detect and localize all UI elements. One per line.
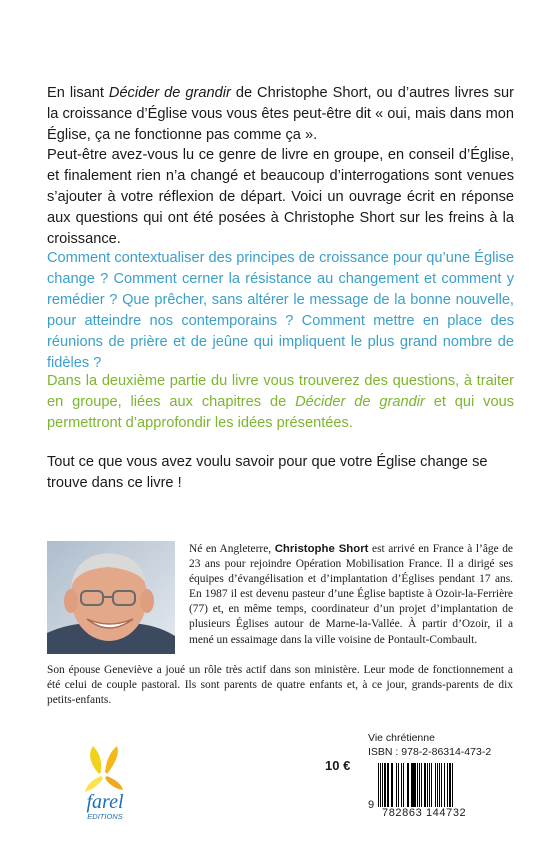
barcode-bars <box>378 763 514 807</box>
second-part-paragraph <box>47 371 514 434</box>
book-title-reference: Décider de grandir <box>295 394 425 410</box>
barcode-first-digit: 9 <box>368 799 375 811</box>
author-bio <box>189 542 513 648</box>
closing-paragraph: Tout ce que vous avez voulu savoir pour que votre Église change se trouve dans ce livre ! <box>47 454 488 491</box>
book-meta <box>368 731 491 759</box>
farel-logo <box>77 742 133 822</box>
author-portrait-icon <box>47 541 175 654</box>
text-span: de Christophe Short, ou d’autres livres sur la croissance d’Église vous vous êtes peut-être dit « oui, mais dans mon Église, ça ne fonctionne pas comme ça ». <box>47 85 515 143</box>
barcode-bar <box>452 763 453 807</box>
questions-paragraph: Comment contextualiser des principes de croissance pour qu’une Église change ? Comment cerner la résistance au changement et comment y remédier ? Que prêcher, sans altérer le message de la bonne nouvelle, pour atteindre nos contemporains ? Comment mettre en place des réunions de prière et de jeûne qui impliquent le plus grand nombre de fidèles ? <box>47 250 514 371</box>
author-name: Christophe Short <box>274 543 369 555</box>
barcode <box>368 763 514 821</box>
author-photo <box>47 541 175 654</box>
publisher-logo-icon <box>77 742 133 822</box>
author-family-text: Son épouse Geneviève a joué un rôle très actif dans son ministère. Leur mode de fonctionnement a été celui de couple pastoral. Ils sont parents de quatre enfants et, à ce jour, grands-parents de dix petits-enfants. <box>47 664 513 707</box>
context-paragraph: Peut-être avez-vous lu ce genre de livre en groupe, en conseil d’Église, et finalement rien n’a changé et beaucoup d’interrogations sont venues s’ajouter à votre réflexion de départ. Voici un ouvrage écrit en réponse aux questions qui ont été posées à Christophe Short sur les freins à la croissance. <box>47 147 514 247</box>
text-span: En lisant <box>47 85 109 101</box>
category-label: Vie chrétienne <box>368 732 435 744</box>
intro-paragraph <box>47 83 514 146</box>
isbn-label: ISBN : 978-2-86314-473-2 <box>368 746 492 758</box>
text-span: et qui vous permettront d’approfondir les idées présentées. <box>47 394 514 431</box>
price: 10 € <box>325 758 351 773</box>
barcode-digits: 782863 144732 <box>382 807 467 819</box>
book-title-reference: Décider de grandir <box>108 85 231 101</box>
text-span: est arrivé en France à l’âge de 23 ans pour rejoindre Opération Mobilisation France. Il a dirigé ses équipes d’évangélisation et d’implantation d’Églises pendant 17 ans. En 1987 il est devenu pasteur d’une Église baptiste à Ozoir-la-Ferrière (77) et, en même temps, coordinateur d’un projet d’implantation de plusieurs Églises autour de Marne-la-Vallée. À partir d’Ozoir, il a mené un essaimage dans la ville voisine de Pontault-Combault. <box>189 543 513 646</box>
logo-word: farel <box>86 791 124 813</box>
text-span: Né en Angleterre, <box>189 543 275 555</box>
logo-sub: EDITIONS <box>87 812 123 821</box>
text-span: Dans la deuxième partie du livre vous trouverez des questions, à traiter en groupe, liées aux chapitres de <box>47 373 514 410</box>
